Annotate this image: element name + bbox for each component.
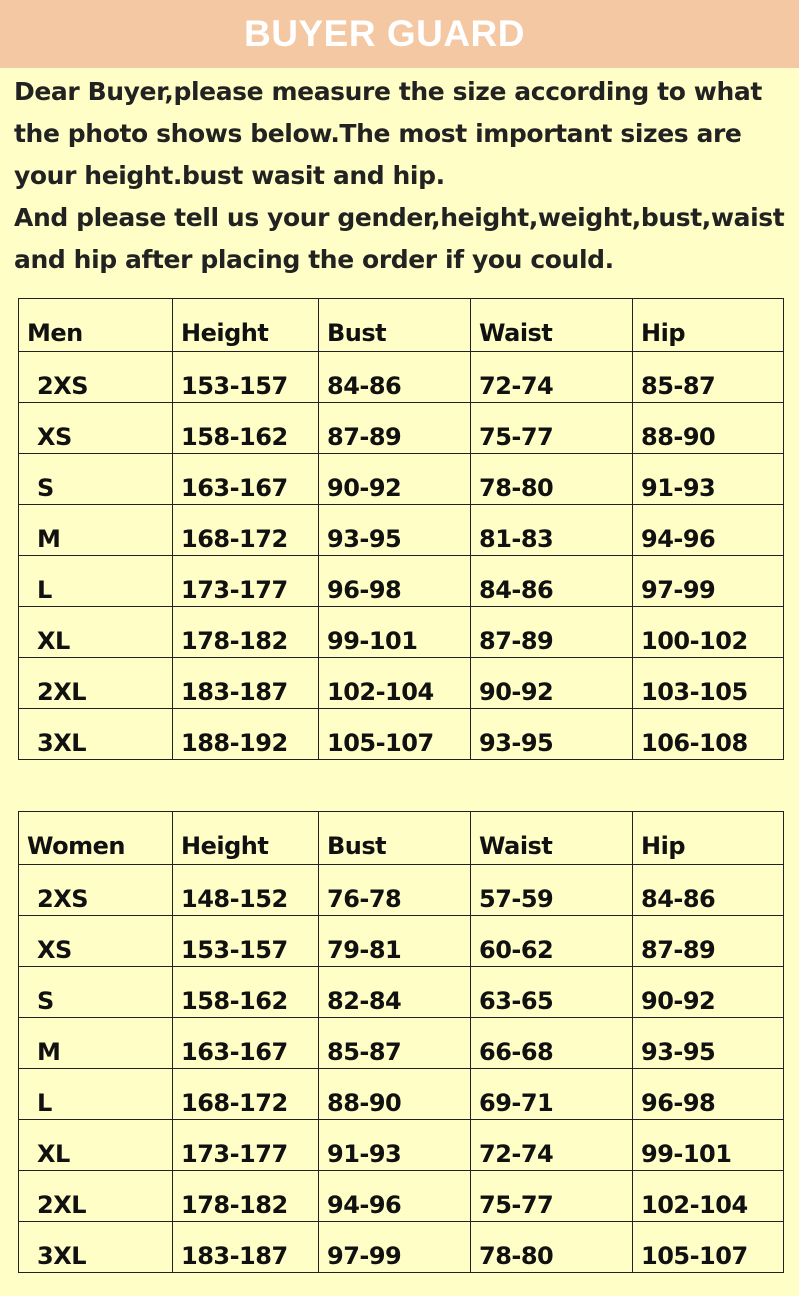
measurement-cell: 153-157 — [173, 916, 319, 967]
measurement-cell: 183-187 — [173, 658, 319, 709]
measurement-cell: 90-92 — [633, 967, 784, 1018]
measurement-cell: 84-86 — [633, 865, 784, 916]
column-header: Waist — [471, 812, 633, 865]
measurement-cell: 87-89 — [319, 403, 471, 454]
column-header: Bust — [319, 812, 471, 865]
intro-line: Dear Buyer,please measure the size according to what — [14, 77, 762, 106]
measurement-cell: 93-95 — [633, 1018, 784, 1069]
measurement-cell: 94-96 — [319, 1171, 471, 1222]
measurement-cell: 90-92 — [471, 658, 633, 709]
table-row — [19, 865, 784, 916]
measurement-cell: 88-90 — [633, 403, 784, 454]
measurement-cell: 163-167 — [173, 454, 319, 505]
table-row — [19, 1171, 784, 1222]
size-label: L — [19, 1069, 173, 1120]
measurement-cell: 106-108 — [633, 709, 784, 760]
measurement-cell: 153-157 — [173, 352, 319, 403]
measurement-cell: 93-95 — [319, 505, 471, 556]
table-row — [19, 607, 784, 658]
measurement-cell: 60-62 — [471, 916, 633, 967]
size-label: M — [19, 1018, 173, 1069]
measurement-cell: 105-107 — [319, 709, 471, 760]
measurement-cell: 96-98 — [633, 1069, 784, 1120]
measurement-cell: 168-172 — [173, 505, 319, 556]
table-row — [19, 352, 784, 403]
column-header: Bust — [319, 299, 471, 352]
measurement-cell: 63-65 — [471, 967, 633, 1018]
measurement-cell: 75-77 — [471, 403, 633, 454]
table-row — [19, 454, 784, 505]
size-label: M — [19, 505, 173, 556]
measurement-cell: 168-172 — [173, 1069, 319, 1120]
table-row — [19, 1018, 784, 1069]
measurement-cell: 148-152 — [173, 865, 319, 916]
measurement-cell: 76-78 — [319, 865, 471, 916]
measurement-cell: 97-99 — [319, 1222, 471, 1273]
measurement-cell: 99-101 — [319, 607, 471, 658]
measurement-cell: 78-80 — [471, 454, 633, 505]
measurement-cell: 183-187 — [173, 1222, 319, 1273]
measurement-cell: 100-102 — [633, 607, 784, 658]
measurement-cell: 85-87 — [633, 352, 784, 403]
measurement-cell: 91-93 — [319, 1120, 471, 1171]
measurement-cell: 94-96 — [633, 505, 784, 556]
banner — [0, 0, 799, 68]
measurement-cell: 75-77 — [471, 1171, 633, 1222]
table-header-row — [19, 812, 784, 865]
measurement-cell: 81-83 — [471, 505, 633, 556]
size-label: 2XS — [19, 352, 173, 403]
size-label: XS — [19, 916, 173, 967]
measurement-cell: 66-68 — [471, 1018, 633, 1069]
size-label: 2XL — [19, 658, 173, 709]
measurement-cell: 88-90 — [319, 1069, 471, 1120]
table-row — [19, 658, 784, 709]
column-header: Waist — [471, 299, 633, 352]
size-label: 3XL — [19, 709, 173, 760]
size-label: XL — [19, 607, 173, 658]
measurement-cell: 93-95 — [471, 709, 633, 760]
measurement-cell: 178-182 — [173, 1171, 319, 1222]
column-header: Height — [173, 299, 319, 352]
measurement-cell: 69-71 — [471, 1069, 633, 1120]
size-label: XS — [19, 403, 173, 454]
measurement-cell: 105-107 — [633, 1222, 784, 1273]
table-row — [19, 1120, 784, 1171]
intro-line: your height.bust wasit and hip. — [14, 161, 445, 190]
measurement-cell: 173-177 — [173, 1120, 319, 1171]
column-header: Hip — [633, 812, 784, 865]
table-row — [19, 916, 784, 967]
banner-title: BUYER GUARD — [244, 13, 525, 54]
intro-line: the photo shows below.The most important sizes are — [14, 119, 742, 148]
women-size-table — [18, 811, 784, 1273]
table-row — [19, 1069, 784, 1120]
column-header: Hip — [633, 299, 784, 352]
table-row — [19, 556, 784, 607]
size-label: XL — [19, 1120, 173, 1171]
measurement-cell: 87-89 — [471, 607, 633, 658]
measurement-cell: 103-105 — [633, 658, 784, 709]
column-header: Women — [19, 812, 173, 865]
intro-line: and hip after placing the order if you could. — [14, 245, 614, 274]
size-label: 2XS — [19, 865, 173, 916]
measurement-cell: 85-87 — [319, 1018, 471, 1069]
measurement-cell: 188-192 — [173, 709, 319, 760]
measurement-cell: 57-59 — [471, 865, 633, 916]
measurement-cell: 173-177 — [173, 556, 319, 607]
measurement-cell: 84-86 — [471, 556, 633, 607]
table-row — [19, 505, 784, 556]
measurement-cell: 79-81 — [319, 916, 471, 967]
measurement-cell: 72-74 — [471, 1120, 633, 1171]
measurement-cell: 96-98 — [319, 556, 471, 607]
table-row — [19, 967, 784, 1018]
column-header: Men — [19, 299, 173, 352]
measurement-cell: 178-182 — [173, 607, 319, 658]
intro-line: And please tell us your gender,height,weight,bust,waist — [14, 203, 785, 232]
measurement-cell: 90-92 — [319, 454, 471, 505]
measurement-cell: 84-86 — [319, 352, 471, 403]
men-size-table — [18, 298, 784, 760]
size-label: 2XL — [19, 1171, 173, 1222]
table-row — [19, 403, 784, 454]
size-label: S — [19, 967, 173, 1018]
size-label: S — [19, 454, 173, 505]
size-label: L — [19, 556, 173, 607]
column-header: Height — [173, 812, 319, 865]
measurement-cell: 87-89 — [633, 916, 784, 967]
measurement-cell: 97-99 — [633, 556, 784, 607]
measurement-cell: 163-167 — [173, 1018, 319, 1069]
table-row — [19, 709, 784, 760]
measurement-cell: 158-162 — [173, 403, 319, 454]
measurement-cell: 82-84 — [319, 967, 471, 1018]
measurement-cell: 72-74 — [471, 352, 633, 403]
measurement-cell: 91-93 — [633, 454, 784, 505]
measurement-cell: 78-80 — [471, 1222, 633, 1273]
table-row — [19, 1222, 784, 1273]
measurement-cell: 102-104 — [633, 1171, 784, 1222]
size-label: 3XL — [19, 1222, 173, 1273]
measurement-cell: 102-104 — [319, 658, 471, 709]
measurement-cell: 99-101 — [633, 1120, 784, 1171]
measurement-cell: 158-162 — [173, 967, 319, 1018]
intro-text — [14, 71, 799, 281]
table-header-row — [19, 299, 784, 352]
